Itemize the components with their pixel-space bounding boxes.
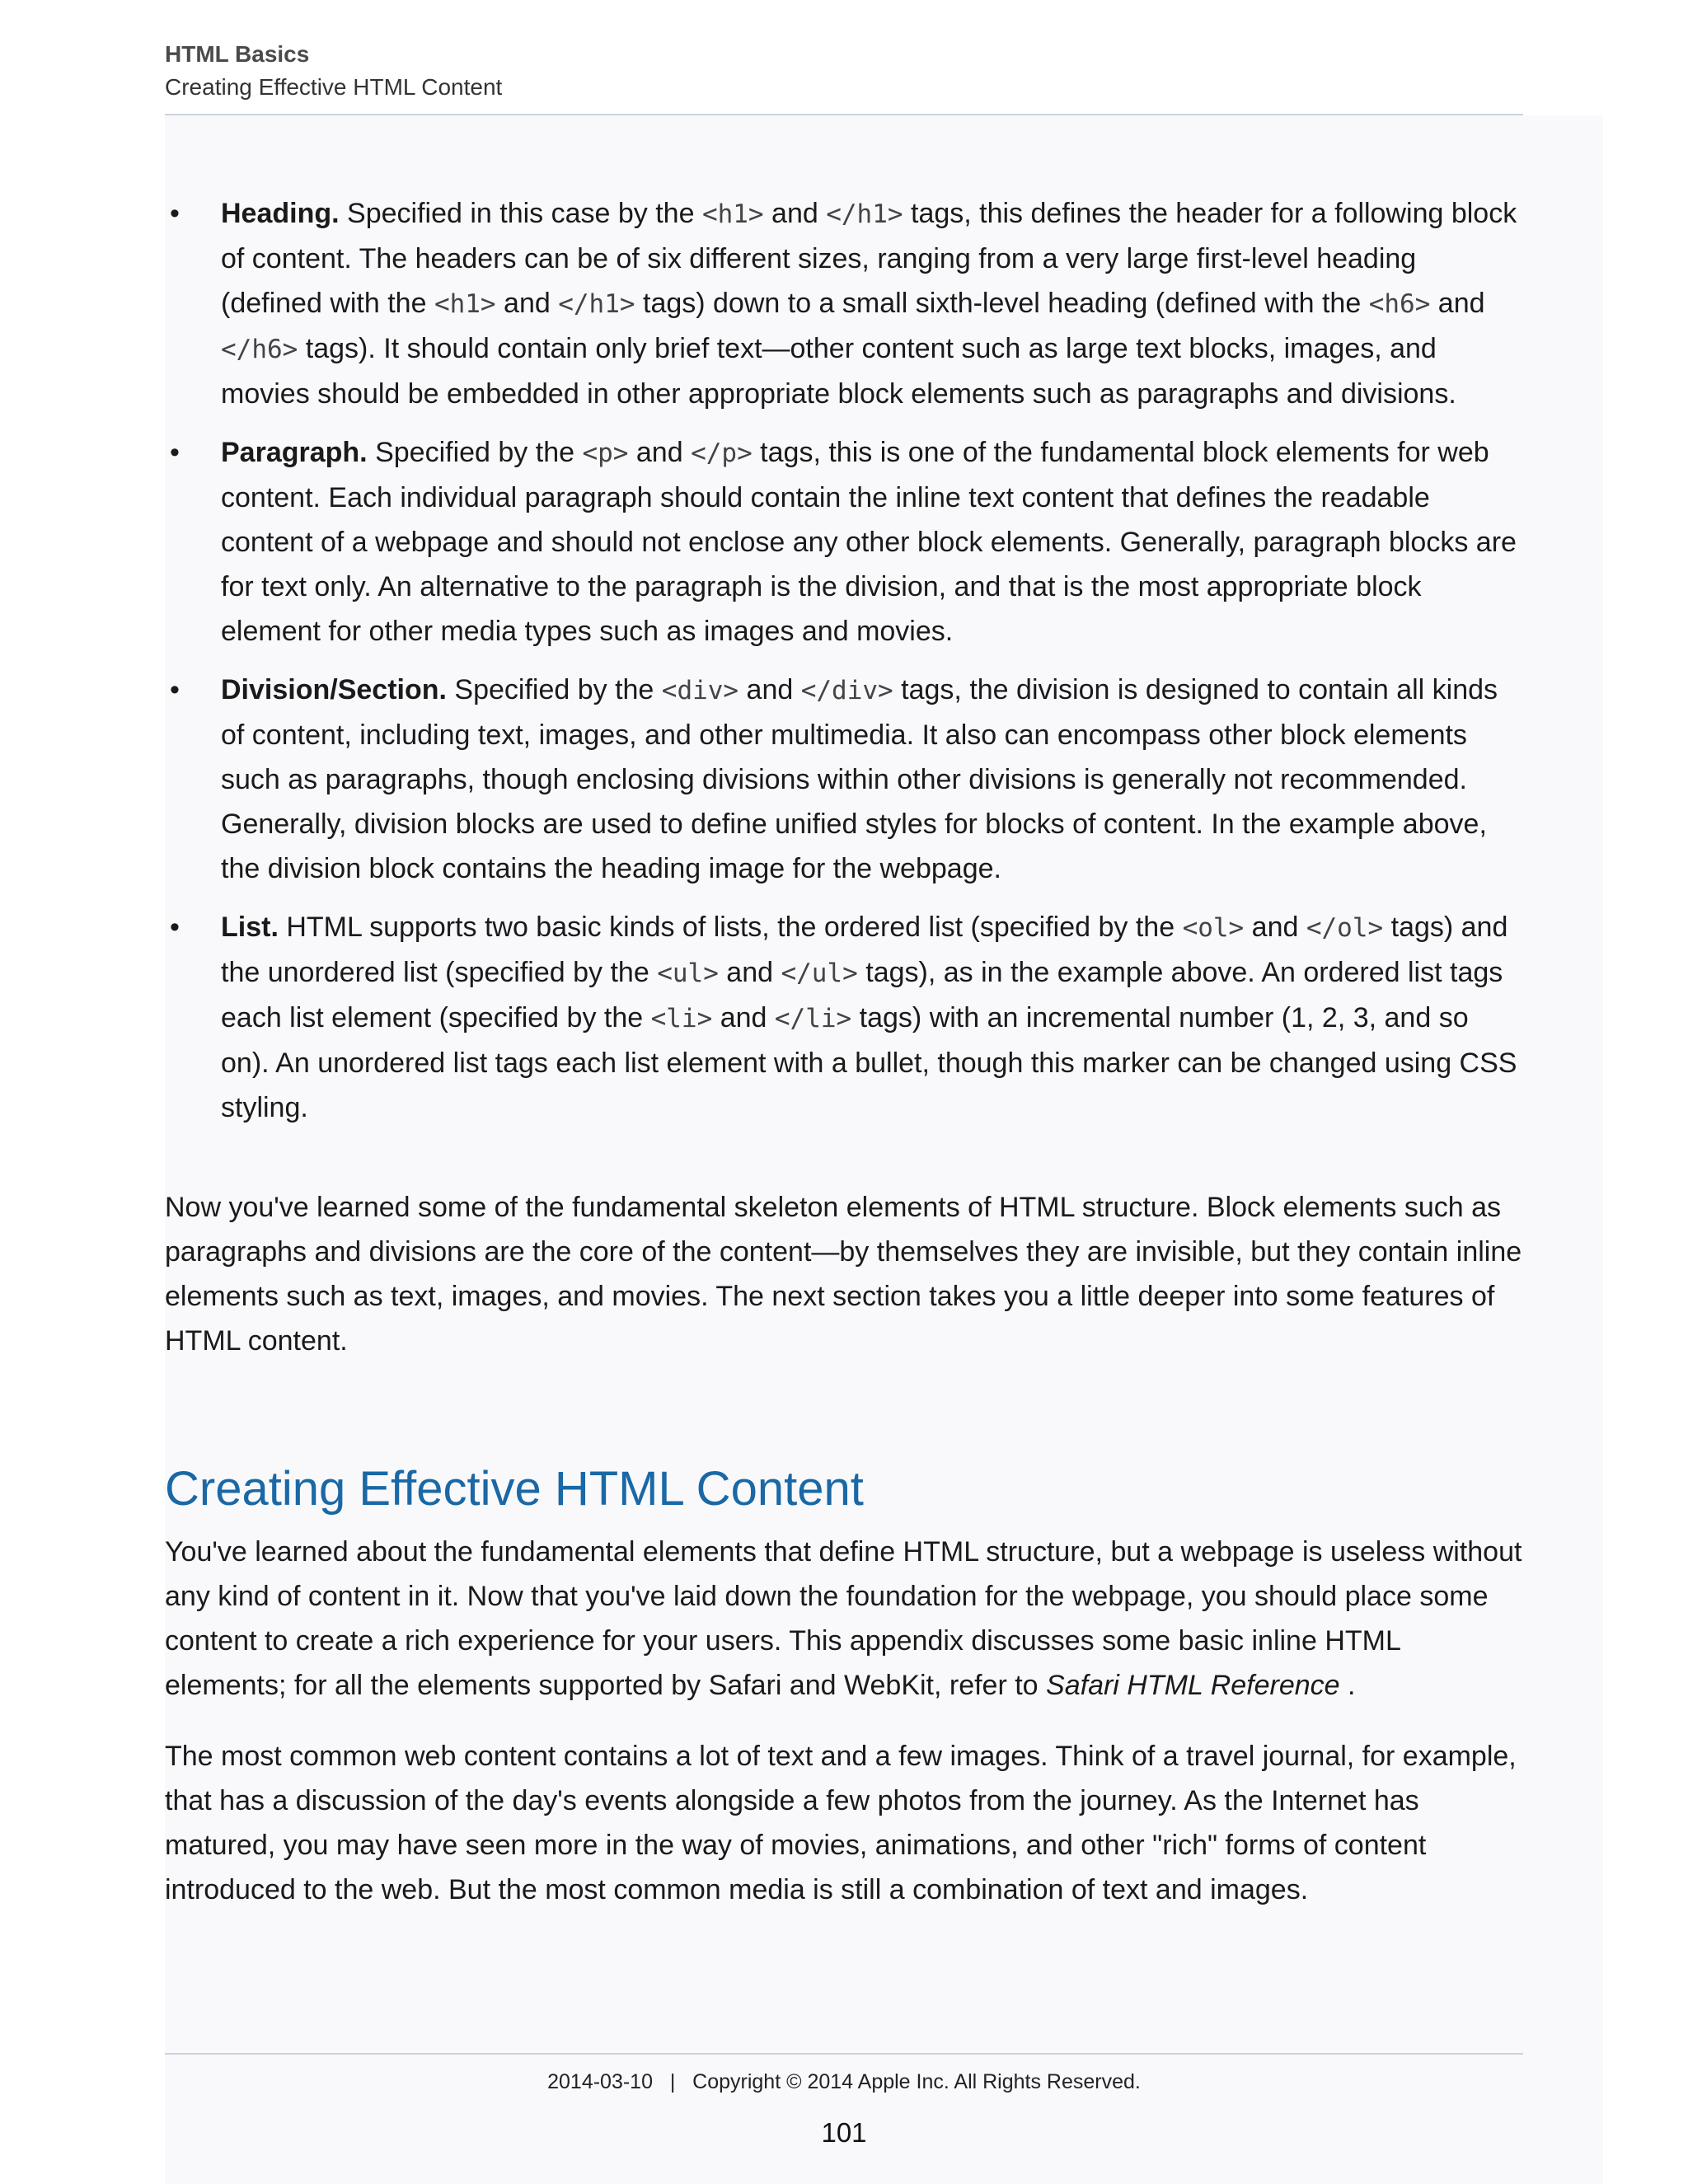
safari-html-reference-link[interactable]: Safari HTML Reference [1046, 1670, 1340, 1701]
intro-paragraph [165, 1530, 1523, 1708]
section-heading: Creating Effective HTML Content [165, 1462, 864, 1516]
code-tag: </h1> [826, 199, 903, 229]
intro-text: You've learned about the fundamental elements that define HTML structure, but a webpage is useless without any kind of content in it. Now that you've laid down the foundation for the webpage, you should place some content to create a rich experience for your users. This appendix discusses some basic inline HTML elements; for all the elements supported by Safari and WebKit, refer to [165, 1536, 1522, 1701]
list-item-list [165, 905, 1523, 1130]
closing-paragraph: The most common web content contains a lot of text and a few images. Think of a travel journal, for example, that has a discussion of the day's events alongside a few photos from the journey. As the Internet has matured, you may have seen more in the way of movies, animations, and other "rich" forms of content introduced to the web. But the most common media is still a combination of text and images. [165, 1741, 1517, 1905]
bullet-icon: • [170, 437, 180, 468]
bullet-icon: • [170, 198, 180, 229]
code-tag: <p> [582, 438, 629, 468]
item-text: and [1430, 288, 1485, 319]
item-text: tags, this defines the header for a following block of content. The headers can be of six different sizes, ranging from a very large first-level heading (defined with the [221, 198, 1517, 319]
code-tag: </li> [774, 1004, 852, 1033]
code-tag: </h6> [221, 335, 298, 364]
code-tag: </ol> [1306, 913, 1384, 943]
code-tag: <ul> [657, 958, 719, 988]
item-text: tags, the division is designed to contain all kinds of content, including text, images, and other multimedia. It also can encompass other block elements such as paragraphs, though enclosing divisions within other divisions is generally not recommended. Generally, division blocks are used to define unified styles for blocks of content. In the example above, the division block contains the heading image for the webpage. [221, 674, 1498, 884]
item-text: tags, this is one of the fundamental block elements for web content. Each individual paragraph should contain the inline text content that defines the readable content of a webpage and should not enclose any other block elements. Generally, paragraph blocks are for text only. An alternative to the paragraph is the division, and that is the most appropriate block element for other media types such as images and movies. [221, 437, 1517, 647]
item-text: tags) with an incremental number (1, 2, 3, and so on). An unordered list tags each list element with a bullet, though this marker can be changed using CSS styling. [221, 1002, 1517, 1123]
code-tag: <ol> [1182, 913, 1245, 943]
page-number: 101 [821, 2117, 867, 2148]
item-text: and [738, 674, 801, 705]
item-text: and [763, 198, 827, 229]
item-text: and [495, 288, 559, 319]
item-text: and [628, 437, 692, 468]
item-text: Specified in this case by the [339, 198, 702, 229]
code-tag: <h1> [434, 289, 496, 319]
footer-divider [165, 2053, 1523, 2055]
code-tag: </div> [800, 676, 893, 705]
code-tag: <h6> [1368, 289, 1431, 319]
intro-end: . [1339, 1670, 1356, 1701]
term-label: Heading. [221, 198, 340, 229]
bullet-icon: • [170, 912, 180, 943]
copyright-footer: 2014-03-10 | Copyright © 2014 Apple Inc. All Rights Reserved. [547, 2070, 1141, 2093]
list-item-division [165, 668, 1523, 891]
running-header [165, 38, 1523, 104]
element-list [165, 191, 1523, 1130]
bullet-icon: • [170, 674, 180, 705]
item-text: and [712, 1002, 775, 1033]
summary-paragraph: Now you've learned some of the fundamental skeleton elements of HTML structure. Block elements such as paragraphs and divisions are the core of the content—by themselves they are invisible, but they contain inline elements such as text, images, and movies. The next section takes you a little deeper into some features of HTML content. [165, 1192, 1522, 1357]
code-tag: <h1> [701, 199, 764, 229]
header-divider [165, 114, 1523, 115]
item-text: and [1244, 912, 1306, 943]
chapter-title: Creating Effective HTML Content [165, 74, 503, 100]
item-text: tags), as in the example above. An ordered list tags each list element (specified by the [221, 957, 1503, 1033]
term-label: Paragraph. [221, 437, 368, 468]
code-tag: <li> [650, 1004, 713, 1033]
term-label: Division/Section. [221, 674, 447, 705]
item-text: tags) and the unordered list (specified by the [221, 912, 1508, 988]
item-text: tags) down to a small sixth-level heading (defined with the [635, 288, 1369, 319]
list-item-heading [165, 191, 1523, 416]
item-text: tags). It should contain only brief text—other content such as large text blocks, images, and movies should be embedded in other appropriate block elements such as paragraphs and divisions. [221, 333, 1456, 410]
item-text: and [718, 957, 781, 988]
main-content [165, 191, 1523, 1938]
item-text: HTML supports two basic kinds of lists, the ordered list (specified by the [278, 912, 1183, 943]
book-title: HTML Basics [165, 41, 310, 67]
code-tag: </ul> [781, 958, 858, 988]
code-tag: </h1> [558, 289, 635, 319]
list-item-paragraph [165, 430, 1523, 654]
code-tag: </p> [691, 438, 753, 468]
term-label: List. [221, 912, 279, 943]
code-tag: <div> [661, 676, 739, 705]
item-text: Specified by the [367, 437, 583, 468]
item-text: Specified by the [446, 674, 662, 705]
